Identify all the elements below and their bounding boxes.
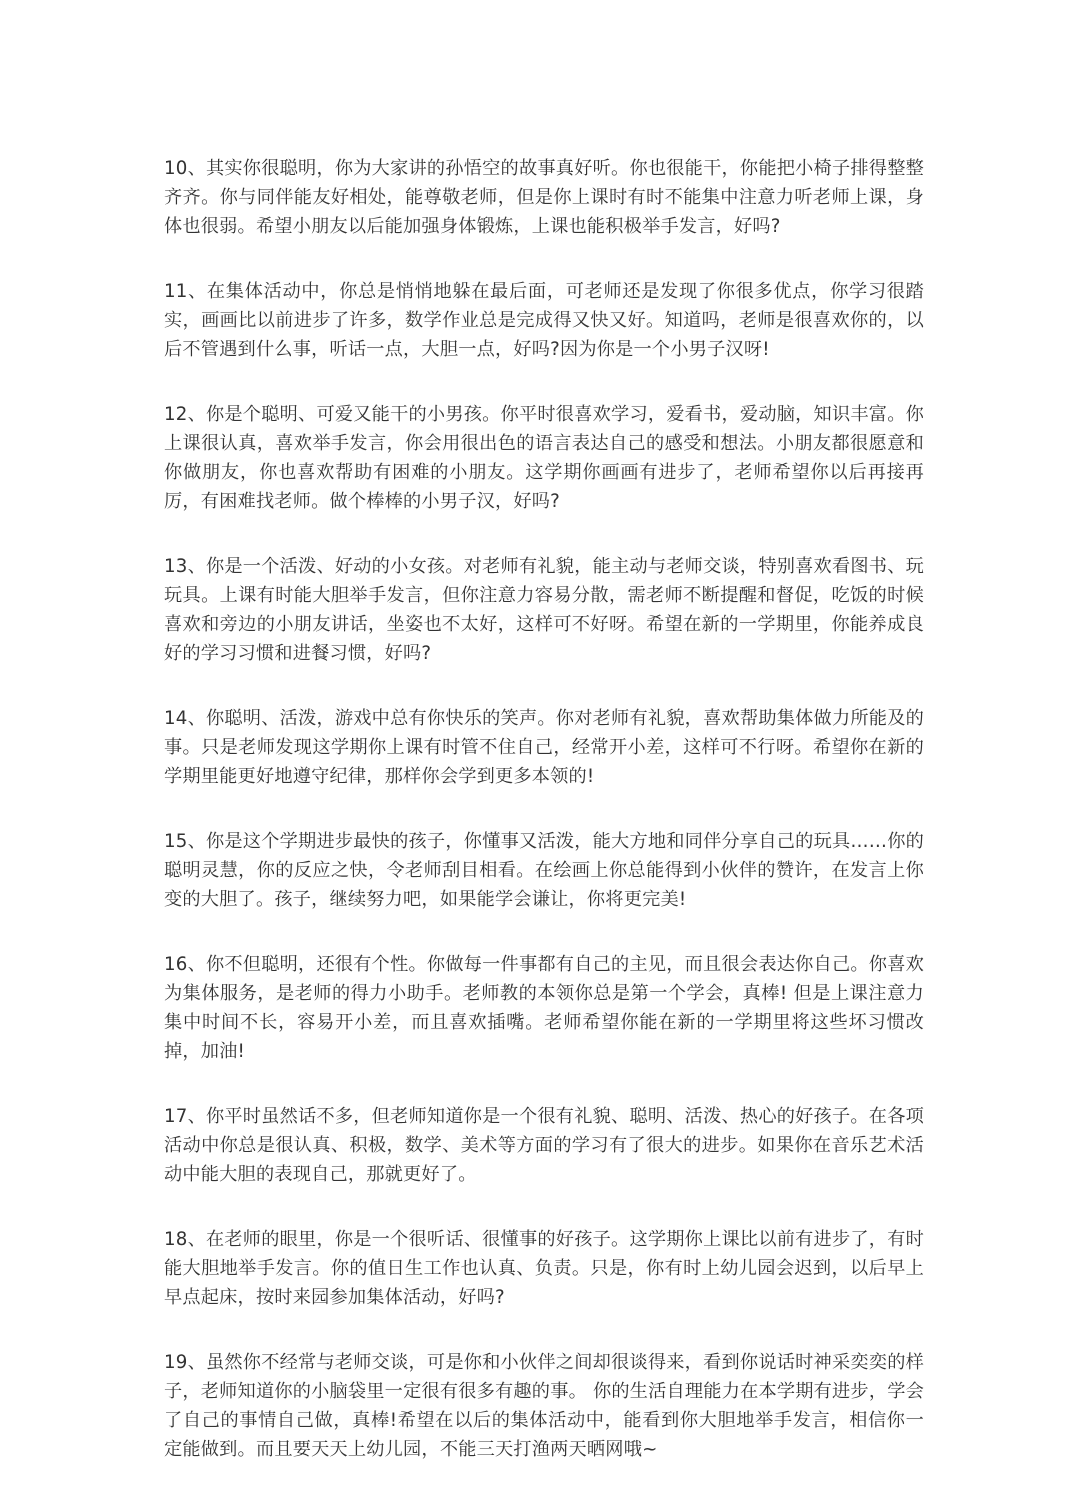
- comment-paragraph-14: 14、你聪明、活泼，游戏中总有你快乐的笑声。你对老师有礼貌，喜欢帮助集体做力所能及的事。只是老师发现这学期你上课有时管不住自己，经常开小差，这样可不行呀。希望你在新的学期里能更好地遵守纪律，那样你会学到更多本领的!: [164, 708, 924, 787]
- comments-list: [164, 154, 924, 1500]
- comment-paragraph-13: 13、你是一个活泼、好动的小女孩。对老师有礼貌，能主动与老师交谈，特别喜欢看图书、玩玩具。上课有时能大胆举手发言，但你注意力容易分散，需老师不断提醒和督促，吃饭的时候喜欢和旁边的小朋友讲话，坐姿也不太好，这样可不好呀。希望在新的一学期里，你能养成良好的学习习惯和进餐习惯，好吗?: [164, 556, 924, 664]
- comment-paragraph-18: 18、在老师的眼里，你是一个很听话、很懂事的好孩子。这学期你上课比以前有进步了，有时能大胆地举手发言。你的值日生工作也认真、负责。只是，你有时上幼儿园会迟到，以后早上早点起床，按时来园参加集体活动，好吗?: [164, 1229, 924, 1308]
- comment-paragraph-19: 19、虽然你不经常与老师交谈，可是你和小伙伴之间却很谈得来，看到你说话时神采奕奕的样子，老师知道你的小脑袋里一定很有很多有趣的事。 你的生活自理能力在本学期有进步，学会了自己的事情自己做，真棒!希望在以后的集体活动中，能看到你大胆地举手发言，相信你一定能做到。而且要天天上幼儿园，不能三天打渔两天晒网哦~: [164, 1352, 924, 1460]
- comment-paragraph-17: 17、你平时虽然话不多，但老师知道你是一个很有礼貌、聪明、活泼、热心的好孩子。在各项活动中你总是很认真、积极，数学、美术等方面的学习有了很大的进步。如果你在音乐艺术活动中能大胆的表现自己，那就更好了。: [164, 1106, 924, 1185]
- comment-paragraph-16: 16、你不但聪明，还很有个性。你做每一件事都有自己的主见，而且很会表达你自己。你喜欢为集体服务，是老师的得力小助手。老师教的本领你总是第一个学会，真棒! 但是上课注意力集中时间不长，容易开小差，而且喜欢插嘴。老师希望你能在新的一学期里将这些坏习惯改掉，加油!: [164, 954, 924, 1062]
- comment-paragraph-15: 15、你是这个学期进步最快的孩子，你懂事又活泼，能大方地和同伴分享自己的玩具……你的聪明灵慧，你的反应之快，令老师刮目相看。在绘画上你总能得到小伙伴的赞许，在发言上你变的大胆了。孩子，继续努力吧，如果能学会谦让，你将更完美!: [164, 831, 924, 910]
- comment-paragraph-10: 10、其实你很聪明，你为大家讲的孙悟空的故事真好听。你也很能干，你能把小椅子排得整整齐齐。你与同伴能友好相处，能尊敬老师，但是你上课时有时不能集中注意力听老师上课，身体也很弱。希望小朋友以后能加强身体锻炼，上课也能积极举手发言，好吗?: [164, 158, 924, 237]
- comment-paragraph-11: 11、在集体活动中，你总是悄悄地躲在最后面，可老师还是发现了你很多优点，你学习很踏实，画画比以前进步了许多，数学作业总是完成得又快又好。知道吗，老师是很喜欢你的，以后不管遇到什么事，听话一点，大胆一点，好吗?因为你是一个小男子汉呀!: [164, 281, 924, 360]
- comment-paragraph-12: 12、你是个聪明、可爱又能干的小男孩。你平时很喜欢学习，爱看书，爱动脑，知识丰富。你上课很认真，喜欢举手发言，你会用很出色的语言表达自己的感受和想法。小朋友都很愿意和你做朋友，你也喜欢帮助有困难的小朋友。这学期你画画有进步了，老师希望你以后再接再厉，有困难找老师。做个棒棒的小男子汉，好吗?: [164, 404, 924, 512]
